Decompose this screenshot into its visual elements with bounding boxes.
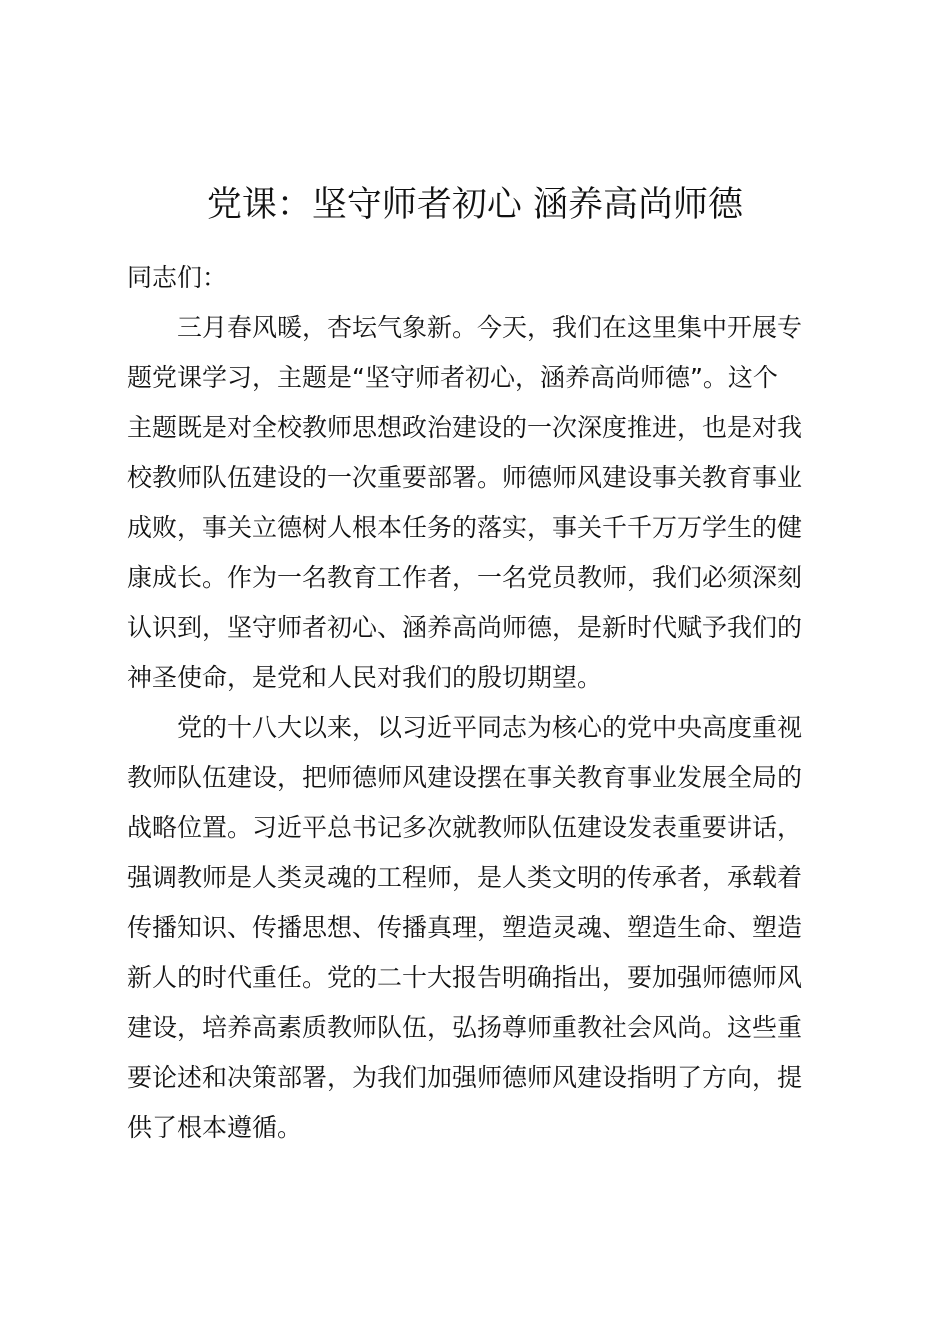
paragraph-2-line-3: 战略位置。习近平总书记多次就教师队伍建设发表重要讲话， xyxy=(127,813,803,842)
paragraph-1-line-8: 神圣使命，是党和人民对我们的殷切期望。 xyxy=(127,663,603,692)
paragraph-2-line-4: 强调教师是人类灵魂的工程师，是人类文明的传承者，承载着 xyxy=(127,863,803,892)
paragraph-1-line-7: 认识到，坚守师者初心、涵养高尚师德，是新时代赋予我们的 xyxy=(127,613,803,642)
paragraph-1-line-3: 主题既是对全校教师思想政治建设的一次深度推进，也是对我 xyxy=(127,413,803,442)
paragraph-2-line-5: 传播知识、传播思想、传播真理，塑造灵魂、塑造生命、塑造 xyxy=(127,913,803,942)
paragraph-2-line-2: 教师队伍建设，把师德师风建设摆在事关教育事业发展全局的 xyxy=(127,763,803,792)
paragraph-1-line-6: 康成长。作为一名教育工作者，一名党员教师，我们必须深刻 xyxy=(127,563,803,592)
paragraph-1-line-5: 成败，事关立德树人根本任务的落实，事关千千万万学生的健 xyxy=(127,513,803,542)
paragraph-2-line-7: 建设，培养高素质教师队伍，弘扬尊师重教社会风尚。这些重 xyxy=(127,1013,803,1042)
paragraph-2-line-1: 党的十八大以来，以习近平同志为核心的党中央高度重视 xyxy=(177,713,803,742)
paragraph-2-line-9: 供了根本遵循。 xyxy=(127,1113,303,1142)
paragraph-1-line-4: 校教师队伍建设的一次重要部署。师德师风建设事关教育事业 xyxy=(127,463,803,492)
paragraph-1-line-1: 三月春风暖，杏坛气象新。今天，我们在这里集中开展专 xyxy=(177,313,803,342)
paragraph-1-line-2: 题党课学习，主题是“坚守师者初心，涵养高尚师德”。这个 xyxy=(127,363,778,392)
document-title: 党课：坚守师者初心 涵养高尚师德 xyxy=(206,185,744,225)
paragraph-2-line-6: 新人的时代重任。党的二十大报告明确指出，要加强师德师风 xyxy=(127,963,803,992)
salutation: 同志们： xyxy=(127,263,228,292)
paragraph-2-line-8: 要论述和决策部署，为我们加强师德师风建设指明了方向，提 xyxy=(127,1063,803,1092)
